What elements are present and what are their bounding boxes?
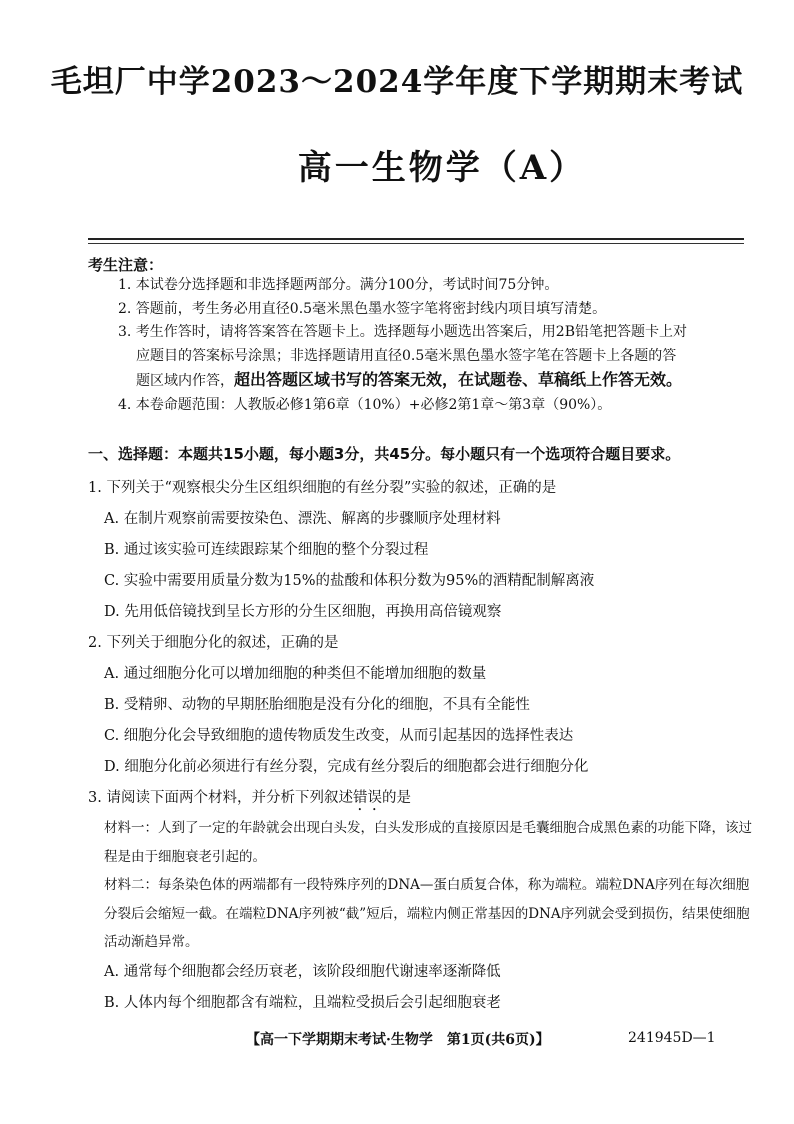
- question-option: B. 通过该实验可连续跟踪某个细胞的整个分裂过程: [104, 542, 429, 558]
- question-option: D. 细胞分化前必须进行有丝分裂，完成有丝分裂后的细胞都会进行细胞分化: [104, 759, 589, 775]
- paper-code: 241945D—1: [628, 1030, 716, 1046]
- notice-item-continuation: [118, 368, 754, 394]
- notice-item: 4. 本卷命题范围：人教版必修1第6章（10%）+必修2第1章～第3章（90%）。: [118, 396, 612, 413]
- notice-list: [118, 274, 754, 417]
- invalid-answer-warning: 超出答题区域书写的答案无效，在试题卷、草稿纸上作答无效。: [234, 370, 683, 389]
- question: [88, 473, 758, 628]
- question-option: A. 通常每个细胞都会经历衰老，该阶段细胞代谢速率逐渐降低: [104, 963, 501, 980]
- question-option: D. 先用低倍镜找到呈长方形的分生区细胞，再换用高倍镜观察: [104, 604, 502, 620]
- question-option: A. 在制片观察前需要按染色、漂洗、解离的步骤顺序处理材料: [104, 511, 501, 527]
- notice-item-text: 题区域内作答，: [136, 373, 234, 389]
- header-divider-thick: [88, 238, 744, 240]
- question-option: C. 实验中需要用质量分数为15%的盐酸和体积分数为95%的酒精配制解离液: [104, 573, 595, 589]
- notice-heading: 考生注意：: [88, 256, 164, 274]
- question-option: C. 细胞分化会导致细胞的遗传物质发生改变，从而引起基因的选择性表达: [104, 728, 574, 744]
- emphasized-word: 错误: [352, 790, 382, 806]
- subject-title: 高一生物学（A）: [297, 148, 587, 188]
- question-stem: 1. 下列关于“观察根尖分生区组织细胞的有丝分裂”实验的叙述，正确的是: [88, 480, 557, 496]
- notice-item: 2. 答题前，考生务必用直径0.5毫米黑色墨水签字笔将密封线内项目填写清楚。: [118, 300, 607, 317]
- header-divider-thin: [88, 243, 744, 244]
- question-stem: [88, 783, 758, 814]
- question: [88, 783, 758, 1019]
- section-heading: 一、选择题：本题共15小题，每小题3分，共45分。每小题只有一个选项符合题目要求。: [88, 445, 681, 463]
- question-option: B. 受精卵、动物的早期胚胎细胞是没有分化的细胞，不具有全能性: [104, 697, 530, 713]
- notice-item: 3. 考生作答时，请将答案答在答题卡上。选择题每小题选出答案后，用2B铅笔把答题卡上对: [118, 324, 688, 340]
- question-stem-text: 3. 请阅读下面两个材料，并分析下列叙述: [88, 790, 353, 806]
- question-stem: 2. 下列关于细胞分化的叙述，正确的是: [88, 635, 339, 651]
- question-option: B. 人体内每个细胞都含有端粒，且端粒受损后会引起细胞衰老: [104, 994, 501, 1011]
- question-option: A. 通过细胞分化可以增加细胞的种类但不能增加细胞的数量: [104, 666, 487, 682]
- page-footer: 【高一下学期期末考试·生物学 第1页(共6页)】: [246, 1032, 550, 1048]
- notice-item: 1. 本试卷分选择题和非选择题两部分。满分100分，考试时间75分钟。: [118, 277, 559, 293]
- question-stem-text: 的是: [381, 790, 411, 806]
- reading-material-1: 材料一：人到了一定的年龄就会出现白头发，白头发形成的直接原因是毛囊细胞合成黑色素的功能下降，该过程是由于细胞衰老引起的。: [104, 820, 752, 865]
- question: [88, 628, 758, 783]
- question-list: [88, 473, 758, 1019]
- school-title: 毛坦厂中学2023～2024学年度下学期期末考试: [50, 64, 744, 100]
- reading-material-2: 材料二：每条染色体的两端都有一段特殊序列的DNA—蛋白质复合体，称为端粒。端粒DNA序列在每次细胞分裂后会缩短一截。在端粒DNA序列被“截”短后，端粒内侧正常基因的DNA序列就会受到损伤，结果使细胞活动渐趋异常。: [104, 877, 750, 950]
- notice-item-continuation: 应题目的答案标号涂黑；非选择题请用直径0.5毫米黑色墨水签字笔在答题卡上各题的答: [136, 347, 677, 364]
